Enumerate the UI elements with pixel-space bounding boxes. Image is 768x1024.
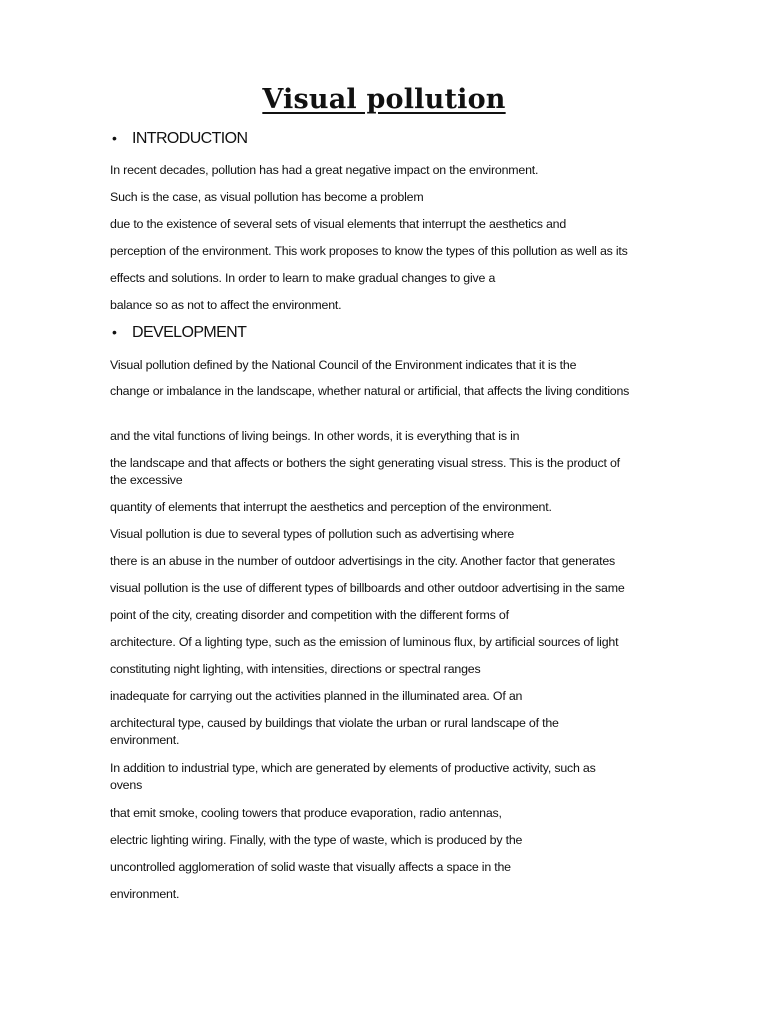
paragraph-line: electric lighting wiring. Finally, with the type of waste, which is produced by the bbox=[110, 833, 523, 847]
paragraph-line: inadequate for carrying out the activities planned in the illuminated area. Of an bbox=[110, 689, 523, 703]
paragraph-line: due to the existence of several sets of visual elements that interrupt the aesthetics and bbox=[110, 217, 567, 231]
document-title: Visual pollution bbox=[262, 84, 506, 115]
paragraph-line: balance so as not to affect the environment. bbox=[110, 298, 342, 312]
paragraph-line: perception of the environment. This work proposes to know the types of this pollution as well as its bbox=[110, 244, 628, 258]
paragraph-line: effects and solutions. In order to learn to make gradual changes to give a bbox=[110, 271, 496, 285]
paragraph-line: environment. bbox=[110, 887, 180, 901]
paragraph-line: visual pollution is the use of different types of billboards and other outdoor advertising in the same bbox=[110, 581, 625, 595]
section-heading-development bbox=[112, 324, 247, 342]
section-heading-introduction bbox=[112, 130, 248, 148]
bullet-icon: • bbox=[112, 324, 117, 340]
paragraph-line: architectural type, caused by buildings that violate the urban or rural landscape of the environment. bbox=[110, 716, 559, 747]
paragraph-line: architecture. Of a lighting type, such as the emission of luminous flux, by artificial sources of light bbox=[110, 635, 619, 649]
paragraph-line: In recent decades, pollution has had a great negative impact on the environment. bbox=[110, 163, 539, 177]
paragraph-line: Visual pollution defined by the National Council of the Environment indicates that it is the bbox=[110, 358, 577, 372]
paragraph-line: that emit smoke, cooling towers that produce evaporation, radio antennas, bbox=[110, 806, 502, 820]
paragraph-line: In addition to industrial type, which are generated by elements of productive activity, such as ovens bbox=[110, 761, 596, 792]
paragraph-line: uncontrolled agglomeration of solid waste that visually affects a space in the bbox=[110, 860, 511, 874]
paragraph-line: Such is the case, as visual pollution has become a problem bbox=[110, 190, 424, 204]
bullet-icon: • bbox=[112, 130, 117, 146]
paragraph-line: change or imbalance in the landscape, whether natural or artificial, that affects the living conditions bbox=[110, 384, 630, 398]
paragraph-line: point of the city, creating disorder and competition with the different forms of bbox=[110, 608, 509, 622]
paragraph-line: the landscape and that affects or bothers the sight generating visual stress. This is the product of the excessive bbox=[110, 456, 620, 487]
section-heading-label: INTRODUCTION bbox=[132, 130, 248, 147]
paragraph-line: quantity of elements that interrupt the aesthetics and perception of the environment. bbox=[110, 500, 552, 514]
paragraph-line: Visual pollution is due to several types of pollution such as advertising where bbox=[110, 527, 515, 541]
section-heading-label: DEVELOPMENT bbox=[132, 324, 247, 341]
paragraph-line: constituting night lighting, with intensities, directions or spectral ranges bbox=[110, 662, 481, 676]
paragraph-line: and the vital functions of living beings. In other words, it is everything that is in bbox=[110, 429, 520, 443]
paragraph-line: there is an abuse in the number of outdoor advertisings in the city. Another factor that generates bbox=[110, 554, 616, 568]
